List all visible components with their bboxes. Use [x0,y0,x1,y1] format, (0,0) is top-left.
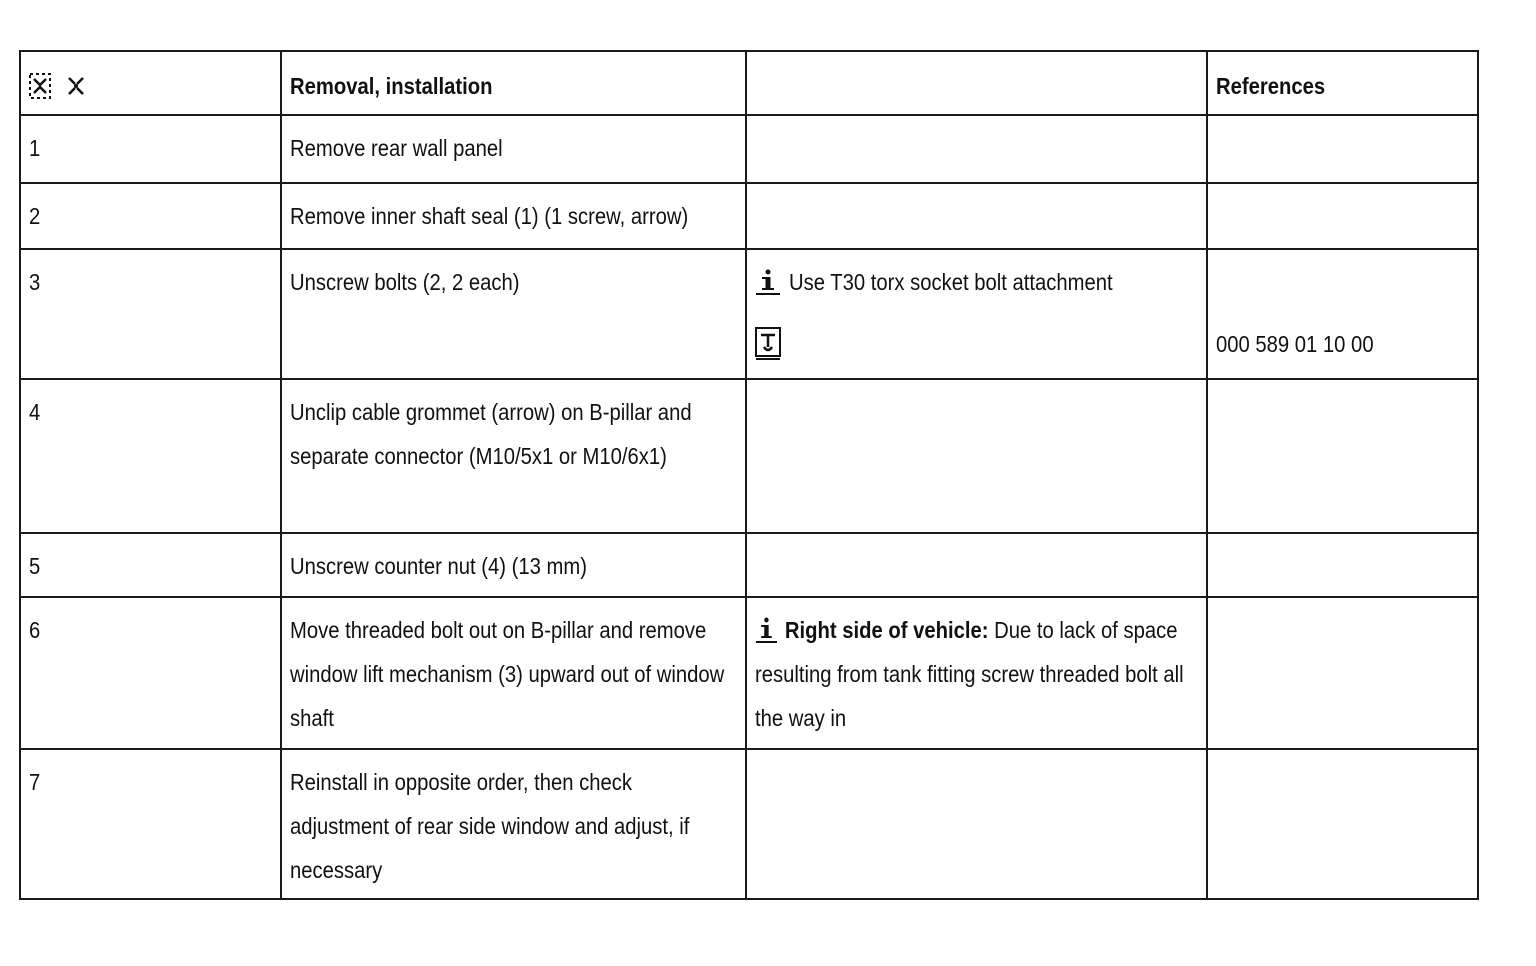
header-references: References [1207,51,1478,115]
special-tool-icon [755,327,781,361]
step-number: 6 [20,597,281,749]
table-row [20,379,1478,533]
tool-symbol-icon [65,73,87,99]
step-description: Unclip cable grommet (arrow) on B-pillar and separate connector (M10/5x1 or M10/6x1) [281,379,746,533]
step-description: Unscrew bolts (2, 2 each) [281,249,746,379]
table-row [20,749,1478,899]
table-header-row [20,51,1478,115]
step-note [746,597,1207,749]
step-number: 1 [20,115,281,183]
step-number: 7 [20,749,281,899]
step-description: Remove rear wall panel [281,115,746,183]
step-number: 2 [20,183,281,249]
step-note [746,533,1207,597]
step-reference: 000 589 01 10 00 [1207,249,1478,379]
table-row [20,533,1478,597]
table-row [20,597,1478,749]
step-description: Remove inner shaft seal (1) (1 screw, arrow) [281,183,746,249]
step-reference [1207,533,1478,597]
header-removal-installation: Removal, installation [281,51,746,115]
step-note: Use T30 torx socket bolt attachment [746,249,1207,379]
header-step-icons [20,51,281,115]
step-number: 5 [20,533,281,597]
step-reference [1207,183,1478,249]
step-note [746,183,1207,249]
step-note [746,749,1207,899]
step-number: 4 [20,379,281,533]
table-row [20,183,1478,249]
table-row [20,115,1478,183]
step-number: 3 [20,249,281,379]
step-note [746,115,1207,183]
step-reference [1207,597,1478,749]
info-icon [755,614,778,644]
note-text: Due to lack of space resulting from tank fitting screw threaded bolt all the way in [754,617,1184,731]
step-note [746,379,1207,533]
step-description: Move threaded bolt out on B-pillar and remove window lift mechanism (3) upward out of window shaft [281,597,746,749]
step-reference [1207,115,1478,183]
note-emphasis: Right side of vehicle: [784,617,989,643]
procedure-table [19,50,1479,900]
tool-symbol-icon [29,73,51,99]
header-notes [746,51,1207,115]
table-row [20,249,1478,379]
info-icon [755,266,781,296]
step-reference [1207,379,1478,533]
step-description: Unscrew counter nut (4) (13 mm) [281,533,746,597]
step-description: Reinstall in opposite order, then check adjustment of rear side window and adjust, if necessary [281,749,746,899]
step-reference [1207,749,1478,899]
